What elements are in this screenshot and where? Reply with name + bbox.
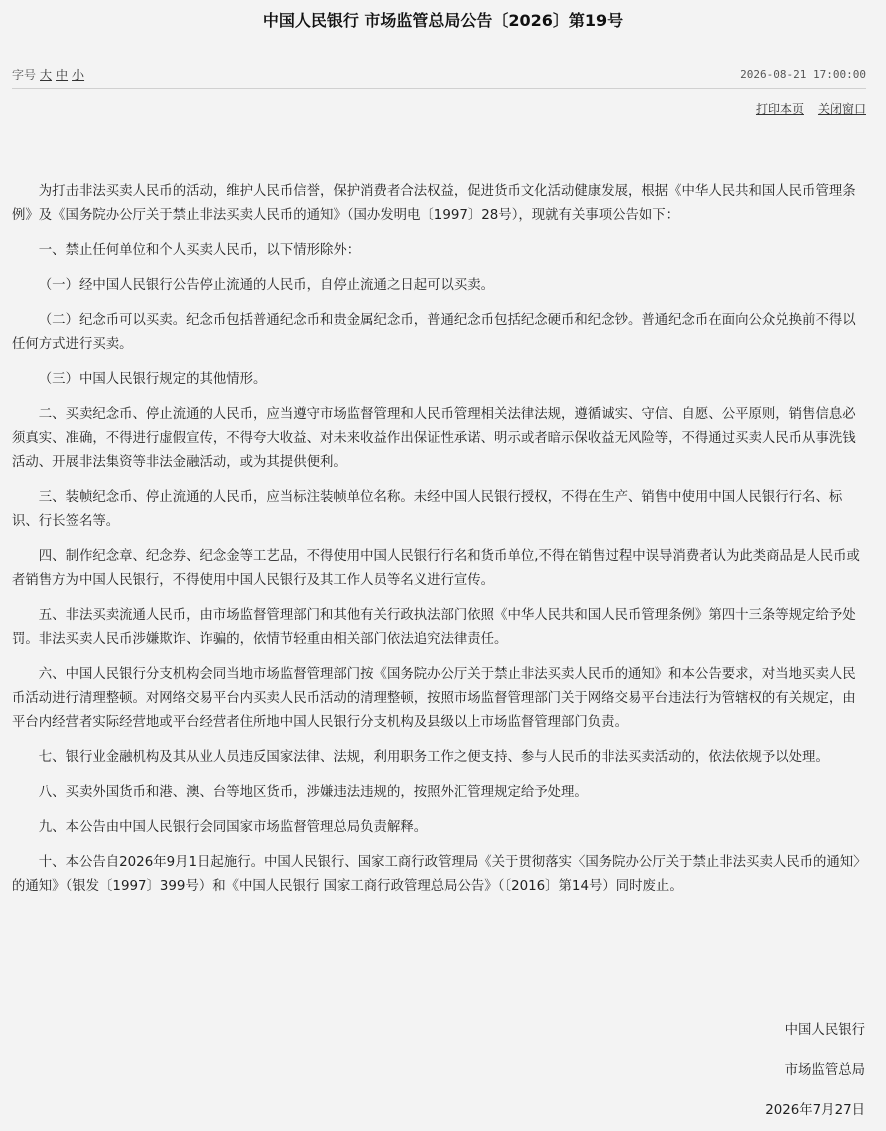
paragraph: 六、中国人民银行分支机构会同当地市场监督管理部门按《国务院办公厅关于禁止非法买卖人民币的通知》和本公告要求，对当地买卖人民币活动进行清理整顿。对网络交易平台内买卖人民币活动的清理整顿，按照市场监督管理部门关于网络交易平台违法行为管辖权的有关规定，由平台内经营者实际经营地或平台经营者住所地中国人民银行分支机构及县级以上市场监督管理部门负责。 [12,667,856,730]
paragraph: 九、本公告由中国人民银行会同国家市场监督管理总局负责解释。 [38,820,428,835]
paragraph: （三）中国人民银行规定的其他情形。 [38,372,267,387]
paragraph: 二、买卖纪念币、停止流通的人民币，应当遵守市场监督管理和人民币管理相关法律法规，遵循诚实、守信、自愿、公平原则，销售信息必须真实、准确，不得进行虚假宣传，不得夸大收益、对未来收益作出保证性承诺、明示或者暗示保收益无风险等，不得通过买卖人民币从事洗钱活动、开展非法集资等非法金融活动，或为其提供便利。 [12,407,856,470]
print-link[interactable]: 打印本页 [755,102,804,116]
toolbar [12,64,866,86]
announcement-body [12,180,866,910]
signature-org-samr: 市场监管总局 [784,1063,865,1078]
paragraph: 三、装帧纪念币、停止流通的人民币，应当标注装帧单位名称。未经中国人民银行授权，不得在生产、销售中使用中国人民银行行名、标识、行长签名等。 [12,490,843,529]
paragraph: 七、银行业金融机构及其从业人员违反国家法律、法规，利用职务工作之便支持、参与人民币的非法买卖活动的，依法依规予以处理。 [38,750,829,765]
font-medium-link[interactable]: 中 [56,68,69,82]
paragraph: 为打击非法买卖人民币的活动，维护人民币信誉，保护消费者合法权益，促进货币文化活动健康发展，根据《中华人民共和国人民币管理条例》及《国务院办公厅关于禁止非法买卖人民币的通知》（国办发明电〔1997〕28号），现就有关事项公告如下： [12,184,856,223]
paragraph: 一、禁止任何单位和个人买卖人民币，以下情形除外： [38,243,361,258]
font-size-control [12,64,84,86]
paragraph: 八、买卖外国货币和港、澳、台等地区货币，涉嫌违法违规的，按照外汇管理规定给予处理。 [38,785,588,800]
font-large-link[interactable]: 大 [40,68,53,82]
font-small-link[interactable]: 小 [72,68,85,82]
paragraph: （一）经中国人民银行公告停止流通的人民币，自停止流通之日起可以买卖。 [38,278,495,293]
publish-time: 2026-08-21 17:00:00 [740,68,866,81]
page-actions [742,99,866,119]
close-window-link[interactable]: 关闭窗口 [817,102,866,116]
paragraph: 十、本公告自2026年9月1日起施行。中国人民银行、国家工商行政管理局《关于贯彻落实〈国务院办公厅关于禁止非法买卖人民币的通知〉的通知》（银发〔1997〕399号）和《中国人民银行 国家工商行政管理总局公告》（〔2016〕第14号）同时废止。 [12,855,860,894]
signature-date: 2026年7月27日 [765,1103,865,1118]
font-size-label: 字号 [12,68,37,82]
divider [12,88,866,89]
paragraph: 五、非法买卖流通人民币，由市场监督管理部门和其他有关行政执法部门依照《中华人民共和国人民币管理条例》第四十三条等规定给予处罚。非法买卖人民币涉嫌欺诈、诈骗的，依情节轻重由相关部门依法追究法律责任。 [12,608,856,647]
paragraph: 四、制作纪念章、纪念券、纪念金等工艺品，不得使用中国人民银行行名和货币单位,不得在销售过程中误导消费者认为此类商品是人民币或者销售方为中国人民银行，不得使用中国人民银行及其工作人员等名义进行宣传。 [12,549,860,588]
signature-org-pboc: 中国人民银行 [784,1023,865,1038]
paragraph: （二）纪念币可以买卖。纪念币包括普通纪念币和贵金属纪念币，普通纪念币包括纪念硬币和纪念钞。普通纪念币在面向公众兑换前不得以任何方式进行买卖。 [12,313,856,352]
page-title: 中国人民银行 市场监管总局公告〔2026〕第19号 [262,11,624,30]
